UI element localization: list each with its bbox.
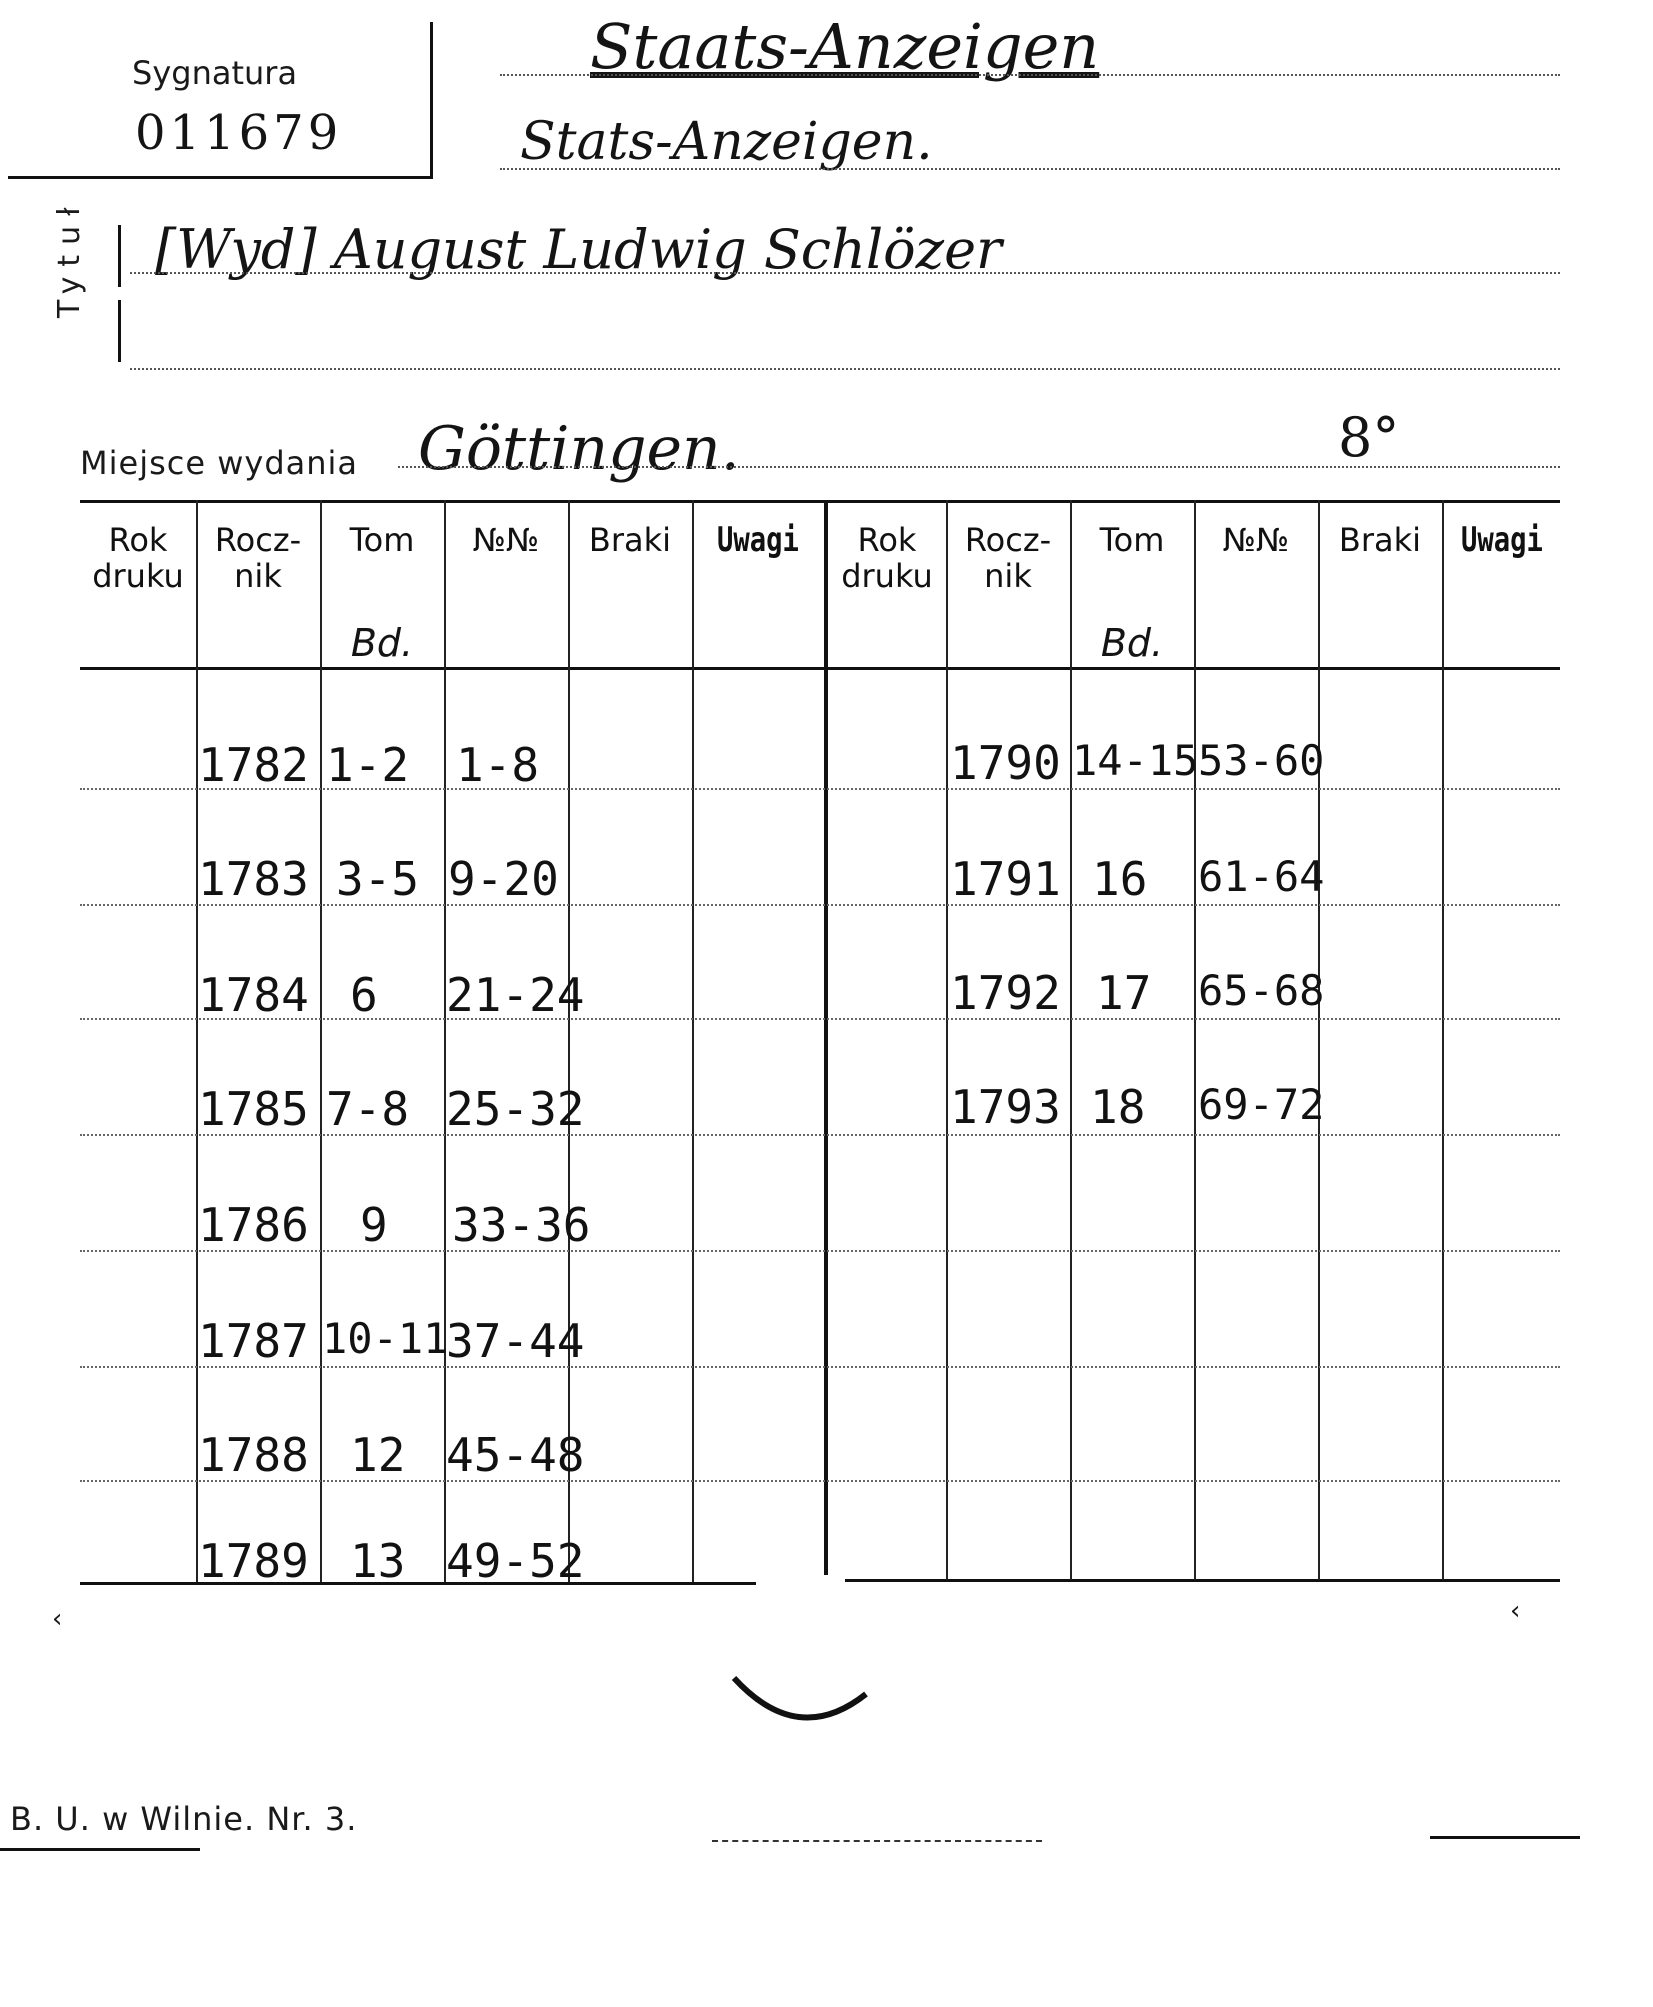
table-cell-tom: 6 [350,968,378,1022]
col-sep [692,500,694,1582]
table-cell-nr: 25-32 [446,1082,585,1136]
table-cell-nr: 1-8 [456,738,540,792]
header-rok: Rok druku [92,521,184,595]
table-cell-rocznik: 1790 [950,736,1061,790]
table-cell-tom: 16 [1092,852,1148,906]
title-line-4-dots [130,368,1560,370]
table-cell-tom: 7-8 [326,1082,410,1136]
table-cell-tom: 13 [350,1534,406,1588]
table-cell-rocznik: 1786 [198,1198,309,1252]
title-line-1-dots [500,74,1560,76]
header-tom: Tom [349,521,415,559]
place-dots [398,466,1560,468]
header-uwagi: Uwagi [717,520,799,560]
table-bottom-border-left [80,1582,756,1585]
title-line-3: [Wyd] August Ludwig Schlözer [155,218,1002,281]
table-cell-rocznik: 1793 [950,1080,1061,1134]
table-cell-nr: 37-44 [446,1314,585,1368]
header-uwagi: Uwagi [1461,520,1543,560]
col-sep [568,500,570,1582]
title-line-1: Staats-Anzeigen [590,10,1100,83]
table-cell-rocznik: 1791 [950,852,1061,906]
header-rok: Rok druku [841,521,933,595]
table-cell-nr: 61-64 [1198,852,1325,901]
table-cell-tom: 17 [1096,966,1152,1020]
table-cell-tom: 18 [1090,1080,1146,1134]
table-cell-rocznik: 1785 [198,1082,309,1136]
table-cell-tom: 14-15 [1072,736,1199,785]
header-bd: Bd. [1100,621,1164,665]
col-sep [320,500,322,1582]
table-cell-tom: 12 [350,1428,406,1482]
table-cell-nr: 53-60 [1198,736,1325,785]
title-line-3-dots [130,272,1560,274]
signature-box-right-border [430,22,433,178]
table-cell-nr: 45-48 [446,1428,585,1482]
header-rocznik: Rocz-nik [214,521,302,595]
tick-mark-right: ‹ [1510,1596,1521,1626]
table-cell-rocznik: 1792 [950,966,1061,1020]
header-rocznik: Rocz-nik [964,521,1052,595]
header-braki: Braki [1338,521,1422,559]
table-cell-nr: 49-52 [446,1534,585,1588]
col-sep [196,500,198,1582]
footer-rule-right [1430,1836,1580,1839]
col-sep [1194,500,1196,1580]
title-side-label: Tytuł [52,197,87,318]
col-sep [1442,500,1444,1580]
header-tom: Tom [1099,521,1165,559]
col-sep [1070,500,1072,1580]
col-sep [1318,500,1320,1580]
table-cell-nr: 21-24 [446,968,585,1022]
footer-rule-left [0,1848,200,1851]
table-cell-tom: 9 [360,1198,388,1252]
table-cell-rocznik: 1788 [198,1428,309,1482]
place-value: Göttingen. [418,414,740,484]
table-cell-tom: 10-11 [322,1314,449,1363]
table-header-border [80,667,1560,670]
table-cell-rocznik: 1784 [198,968,309,1022]
header-braki: Braki [588,521,672,559]
footer-imprint: B. U. w Wilnie. Nr. 3. [10,1800,358,1838]
header-numery: №№ [472,521,540,559]
table-cell-nr: 69-72 [1198,1080,1325,1129]
table-cell-tom: 1-2 [326,738,410,792]
col-sep [444,500,446,1582]
title-line-2: Stats-Anzeigen. [520,112,933,172]
table-cell-nr: 33-36 [452,1198,591,1252]
table-cell-nr: 9-20 [448,852,559,906]
table-cell-rocznik: 1782 [198,738,309,792]
signature-number: 011679 [135,105,343,161]
title-bracket-2 [118,300,121,362]
signature-label: Sygnatura [132,54,298,92]
footer-dash-line [712,1840,1042,1842]
table-cell-tom: 3-5 [336,852,420,906]
col-sep [946,500,948,1580]
table-bottom-border-right [845,1579,1560,1582]
table-top-border [80,500,1560,503]
table-cell-rocznik: 1783 [198,852,309,906]
header-bd: Bd. [350,621,414,665]
table-center-divider [824,500,828,1575]
title-line-2-dots [500,168,1560,170]
header-numery: №№ [1222,521,1290,559]
table-cell-rocznik: 1789 [198,1534,309,1588]
punch-hole-curve [728,1668,888,1748]
table-cell-nr: 65-68 [1198,966,1325,1015]
place-label: Miejsce wydania [80,444,359,482]
format-value: 8° [1338,406,1400,469]
table-cell-rocznik: 1787 [198,1314,309,1368]
tick-mark-left: ‹ [52,1604,63,1634]
title-bracket-1 [118,225,121,287]
signature-box-bottom-border [8,176,433,179]
